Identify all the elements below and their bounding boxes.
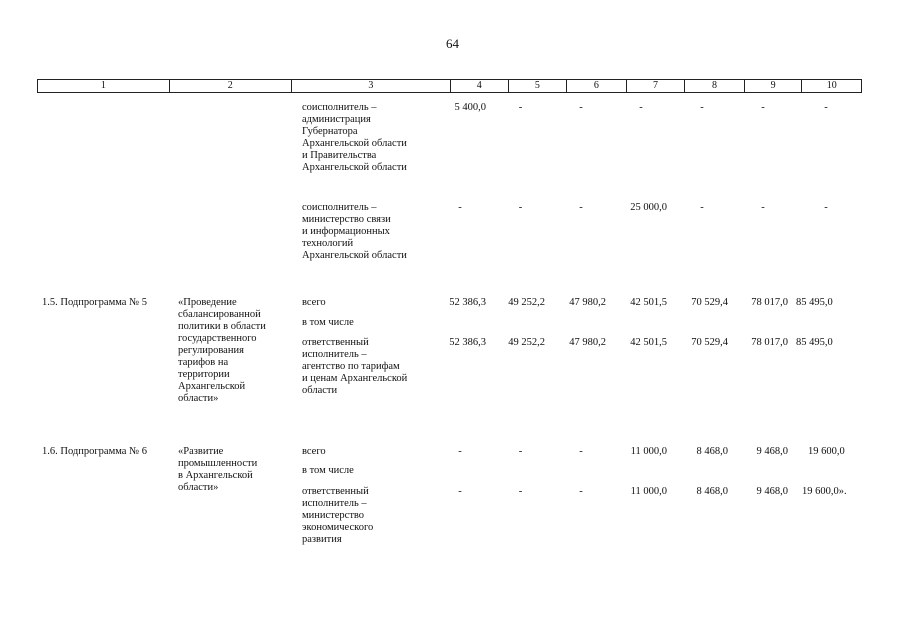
table-header-row [37,79,862,93]
value-cell: - [458,446,462,457]
value-cell: - [579,202,583,213]
value-cell: - [518,486,523,497]
value-cell: - [700,102,704,113]
value-cell: 25 000,0 [630,202,667,213]
value-cell: 52 386,3 [449,337,486,348]
value-cell: - [761,202,765,213]
value-cell: 9 468,0 [756,446,788,457]
value-cell: 19 600,0». [802,486,847,497]
total-label: всего [302,446,326,457]
value-cell: 49 252,2 [508,297,545,308]
value-cell: 19 600,0 [808,446,845,457]
value-cell: 47 980,2 [569,337,606,348]
subprogram-title: «Проведение сбалансированной политики в области государственного регулирования тарифов на территории Архангельской области» [178,297,266,404]
header-col-1: 1 [38,80,170,92]
header-col-9: 9 [745,80,803,92]
value-cell: 78 017,0 [751,297,788,308]
total-label: всего [302,297,326,308]
value-cell: - [700,202,704,213]
value-cell: 42 501,5 [630,297,667,308]
header-col-4: 4 [451,80,509,92]
value-cell: - [579,102,583,113]
value-cell: 85 495,0 [796,297,833,308]
value-cell: - [458,202,462,213]
value-cell: 85 495,0 [796,337,833,348]
value-cell: 42 501,5 [630,337,667,348]
including-label: в том числе [302,317,354,328]
value-cell: - [639,102,643,113]
subprogram-number: 1.6. Подпрограмма № 6 [42,446,147,457]
value-cell: - [518,102,523,113]
value-cell: - [761,102,765,113]
value-cell: - [518,202,523,213]
value-cell: 49 252,2 [508,337,545,348]
including-label: в том числе [302,465,354,476]
value-cell: - [579,486,583,497]
subprogram-title: «Развитие промышленности в Архангельской области» [178,446,258,493]
header-col-2: 2 [170,80,292,92]
value-cell: 78 017,0 [751,337,788,348]
value-cell: - [824,202,828,213]
header-col-7: 7 [627,80,686,92]
value-cell: 52 386,3 [449,297,486,308]
value-cell: 5 400,0 [454,102,486,113]
value-cell: 8 468,0 [696,486,728,497]
executor-label: соисполнитель – министерство связи и информационных технологий Архангельской области [302,202,407,261]
value-cell: - [824,102,828,113]
value-cell: - [518,446,523,457]
value-cell: - [579,446,583,457]
value-cell: 9 468,0 [756,486,788,497]
page-number: 64 [446,36,459,51]
executor-label: ответственный исполнитель – агентство по тарифам и ценам Архангельской области [302,337,408,396]
subprogram-number: 1.5. Подпрограмма № 5 [42,297,147,308]
header-col-5: 5 [509,80,568,92]
header-col-3: 3 [292,80,451,92]
value-cell: 70 529,4 [691,337,728,348]
value-cell: 11 000,0 [630,486,667,497]
executor-label: соисполнитель – администрация Губернатора Архангельской области и Правительства Архангельской области [302,102,407,173]
executor-label: ответственный исполнитель – министерство экономического развития [302,486,374,545]
header-col-6: 6 [567,80,627,92]
value-cell: 47 980,2 [569,297,606,308]
value-cell: - [458,486,462,497]
value-cell: 11 000,0 [630,446,667,457]
value-cell: 70 529,4 [691,297,728,308]
header-col-10: 10 [826,80,837,91]
header-col-8: 8 [685,80,745,92]
value-cell: 8 468,0 [696,446,728,457]
